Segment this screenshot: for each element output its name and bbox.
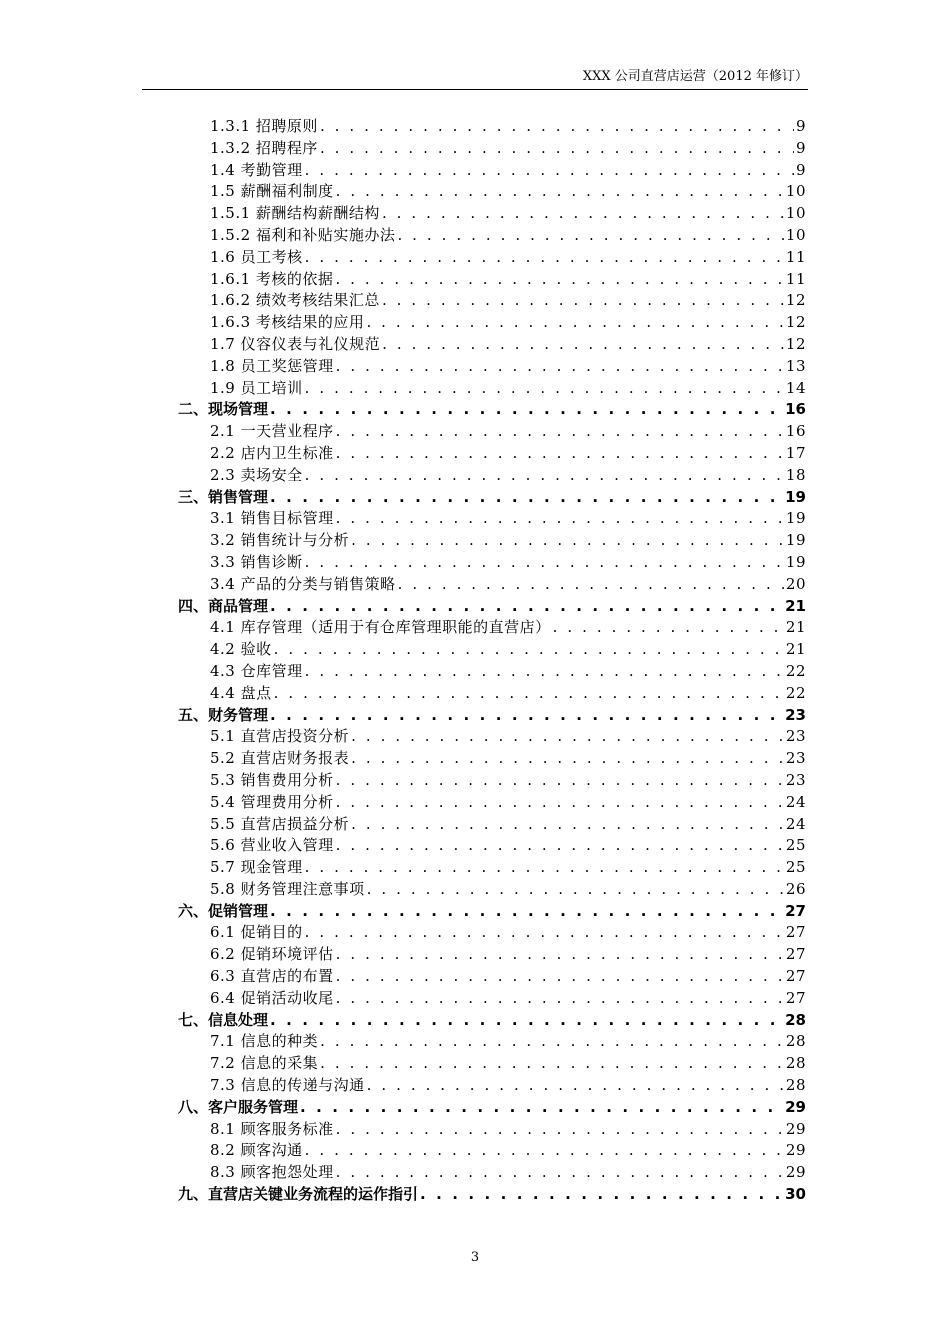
toc-dot-leader (336, 966, 784, 988)
toc-section-entry[interactable] (178, 683, 806, 705)
toc-entry-title: 1.6 员工考核 (210, 247, 303, 266)
toc-dot-leader (336, 835, 784, 857)
toc-entry-page: 29 (785, 1163, 806, 1182)
toc-section-entry[interactable] (178, 1140, 806, 1162)
toc-entry-title: 8.1 顾客服务标准 (210, 1119, 334, 1138)
toc-section-entry[interactable] (178, 421, 806, 443)
toc-entry-title: 8.3 顾客抱怨处理 (210, 1163, 334, 1182)
toc-entry-title: 5.8 财务管理注意事项 (210, 879, 365, 898)
toc-entry-page: 19 (785, 487, 806, 506)
toc-entry-title: 7.2 信息的采集 (210, 1054, 319, 1073)
toc-section-entry[interactable] (178, 290, 806, 312)
toc-section-entry[interactable] (178, 1162, 806, 1184)
toc-dot-leader (336, 508, 784, 530)
toc-dot-leader (420, 1184, 783, 1206)
toc-dot-leader (305, 922, 784, 944)
toc-chapter-entry[interactable] (178, 901, 806, 923)
toc-entry-page: 12 (785, 334, 806, 353)
toc-entry-page: 21 (785, 618, 806, 637)
toc-entry-title: 九、直营店关键业务流程的运作指引 (178, 1185, 419, 1204)
toc-entry-title: 6.2 促销环境评估 (210, 945, 334, 964)
toc-section-entry[interactable] (178, 269, 806, 291)
toc-entry-page: 19 (785, 531, 806, 550)
toc-entry-title: 八、客户服务管理 (178, 1097, 299, 1116)
toc-entry-page: 28 (785, 1032, 806, 1051)
toc-section-entry[interactable] (178, 334, 806, 356)
toc-section-entry[interactable] (178, 1053, 806, 1075)
toc-chapter-entry[interactable] (178, 1097, 806, 1119)
toc-dot-leader (336, 988, 784, 1010)
toc-entry-title: 1.6.3 考核结果的应用 (210, 313, 365, 332)
toc-section-entry[interactable] (178, 203, 806, 225)
toc-entry-page: 10 (785, 182, 806, 201)
toc-entry-page: 12 (785, 313, 806, 332)
toc-section-entry[interactable] (178, 378, 806, 400)
toc-section-entry[interactable] (178, 726, 806, 748)
toc-dot-leader (305, 465, 784, 487)
toc-entry-page: 17 (785, 443, 806, 462)
page-header (142, 70, 808, 90)
toc-dot-leader (320, 1031, 784, 1053)
toc-chapter-entry[interactable] (178, 596, 806, 618)
toc-section-entry[interactable] (178, 857, 806, 879)
toc-dot-leader (335, 269, 783, 291)
toc-entry-title: 2.1 一天营业程序 (210, 422, 334, 441)
toc-entry-page: 27 (785, 945, 806, 964)
toc-entry-title: 3.2 销售统计与分析 (210, 531, 350, 550)
toc-section-entry[interactable] (178, 508, 806, 530)
toc-dot-leader (305, 1140, 784, 1162)
toc-entry-title: 1.5.2 福利和补贴实施办法 (210, 225, 396, 244)
toc-entry-title: 1.5 薪酬福利制度 (210, 182, 334, 201)
toc-entry-page: 9 (795, 117, 806, 135)
toc-dot-leader (320, 138, 794, 160)
toc-dot-leader (351, 530, 784, 552)
toc-entry-title: 1.3.1 招聘原则 (210, 117, 318, 135)
toc-section-entry[interactable] (178, 944, 806, 966)
toc-entry-title: 5.1 直营店投资分析 (210, 727, 350, 746)
toc-dot-leader (351, 726, 784, 748)
toc-entry-page: 29 (785, 1141, 806, 1160)
toc-section-entry[interactable] (178, 814, 806, 836)
toc-entry-page: 23 (785, 770, 806, 789)
toc-dot-leader (305, 247, 784, 269)
toc-entry-page: 9 (795, 138, 806, 157)
toc-section-entry[interactable] (178, 552, 806, 574)
toc-entry-title: 1.6.1 考核的依据 (210, 269, 334, 288)
toc-dot-leader (270, 705, 783, 727)
toc-entry-title: 七、信息处理 (178, 1010, 269, 1029)
toc-section-entry[interactable] (178, 792, 806, 814)
toc-entry-title: 6.4 促销活动收尾 (210, 988, 334, 1007)
toc-section-entry[interactable] (178, 835, 806, 857)
toc-dot-leader (320, 116, 794, 138)
toc-entry-title: 3.4 产品的分类与销售策略 (210, 574, 396, 593)
toc-dot-leader (305, 552, 784, 574)
toc-section-entry[interactable] (178, 574, 806, 596)
toc-entry-title: 1.3.2 招聘程序 (210, 138, 318, 157)
toc-chapter-entry[interactable] (178, 487, 806, 509)
toc-entry-title: 2.3 卖场安全 (210, 465, 303, 484)
toc-entry-page: 10 (785, 225, 806, 244)
toc-section-entry[interactable] (178, 465, 806, 487)
toc-entry-title: 6.3 直营店的布置 (210, 967, 334, 986)
toc-dot-leader (336, 443, 784, 465)
toc-dot-leader (336, 1119, 784, 1141)
toc-entry-page: 13 (785, 356, 806, 375)
toc-entry-title: 4.1 库存管理（适用于有仓库管理职能的直营店） (210, 618, 551, 637)
toc-entry-page: 19 (785, 509, 806, 528)
toc-entry-title: 6.1 促销目的 (210, 923, 303, 942)
toc-section-entry[interactable] (178, 1031, 806, 1053)
toc-entry-page: 12 (785, 291, 806, 310)
toc-entry-page: 18 (785, 465, 806, 484)
toc-entry-page: 27 (785, 967, 806, 986)
toc-dot-leader (270, 1010, 783, 1032)
toc-entry-title: 2.2 店内卫生标准 (210, 443, 334, 462)
toc-section-entry[interactable] (178, 661, 806, 683)
toc-entry-page: 21 (785, 596, 806, 615)
toc-entry-page: 28 (785, 1010, 806, 1029)
toc-entry-page: 16 (785, 400, 806, 419)
toc-entry-title: 四、商品管理 (178, 596, 269, 615)
toc-entry-page: 24 (785, 814, 806, 833)
toc-dot-leader (367, 1075, 784, 1097)
toc-entry-title: 3.1 销售目标管理 (210, 509, 334, 528)
toc-entry-title: 1.9 员工培训 (210, 378, 303, 397)
toc-dot-leader (305, 661, 784, 683)
toc-entry-title: 4.4 盘点 (210, 683, 272, 702)
toc-section-entry[interactable] (178, 247, 806, 269)
toc-entry-page: 11 (785, 269, 806, 288)
toc-section-entry[interactable] (178, 116, 806, 138)
toc-entry-page: 11 (785, 247, 806, 266)
toc-dot-leader (336, 1162, 784, 1184)
toc-entry-page: 27 (785, 988, 806, 1007)
toc-dot-leader (366, 312, 783, 334)
toc-section-entry[interactable] (178, 181, 806, 203)
toc-entry-page: 14 (785, 378, 806, 397)
toc-entry-page: 29 (785, 1097, 806, 1116)
toc-dot-leader (270, 399, 783, 421)
toc-dot-leader (270, 596, 783, 618)
toc-dot-leader (553, 617, 784, 639)
table-of-contents (178, 116, 806, 1206)
page-number: 3 (470, 1250, 480, 1265)
toc-entry-title: 1.6.2 绩效考核结果汇总 (210, 291, 380, 310)
toc-dot-leader (336, 944, 784, 966)
toc-dot-leader (351, 814, 784, 836)
toc-dot-leader (336, 770, 784, 792)
toc-entry-title: 5.6 营业收入管理 (210, 836, 334, 855)
toc-entry-title: 5.7 现金管理 (210, 858, 303, 877)
toc-entry-page: 20 (785, 574, 806, 593)
toc-section-entry[interactable] (178, 922, 806, 944)
toc-entry-page: 23 (785, 727, 806, 746)
toc-dot-leader (382, 334, 784, 356)
toc-dot-leader (270, 487, 783, 509)
toc-entry-page: 22 (785, 683, 806, 702)
toc-section-entry[interactable] (178, 617, 806, 639)
toc-section-entry[interactable] (178, 530, 806, 552)
toc-entry-page: 29 (785, 1119, 806, 1138)
toc-section-entry[interactable] (178, 1075, 806, 1097)
toc-section-entry[interactable] (178, 770, 806, 792)
toc-section-entry[interactable] (178, 138, 806, 160)
toc-dot-leader (382, 290, 784, 312)
toc-section-entry[interactable] (178, 748, 806, 770)
toc-dot-leader (274, 639, 784, 661)
toc-dot-leader (336, 181, 784, 203)
toc-entry-page: 9 (795, 160, 806, 179)
toc-entry-page: 30 (785, 1185, 806, 1204)
toc-dot-leader (367, 879, 784, 901)
toc-entry-title: 4.3 仓库管理 (210, 661, 303, 680)
toc-entry-page: 25 (785, 836, 806, 855)
toc-entry-title: 4.2 验收 (210, 640, 272, 659)
toc-dot-leader (336, 356, 784, 378)
toc-entry-title: 三、销售管理 (178, 487, 269, 506)
toc-dot-leader (300, 1097, 783, 1119)
toc-dot-leader (305, 378, 784, 400)
toc-dot-leader (320, 1053, 784, 1075)
toc-entry-title: 5.3 销售费用分析 (210, 770, 334, 789)
toc-entry-page: 27 (785, 901, 806, 920)
toc-dot-leader (398, 574, 784, 596)
toc-dot-leader (305, 160, 794, 182)
toc-entry-title: 六、促销管理 (178, 901, 269, 920)
toc-entry-title: 5.4 管理费用分析 (210, 792, 334, 811)
toc-entry-page: 24 (785, 792, 806, 811)
toc-dot-leader (336, 792, 784, 814)
toc-entry-page: 21 (785, 640, 806, 659)
toc-entry-page: 23 (785, 705, 806, 724)
toc-dot-leader (274, 683, 784, 705)
toc-entry-page: 10 (785, 204, 806, 223)
toc-entry-page: 28 (785, 1076, 806, 1095)
toc-chapter-entry[interactable] (178, 705, 806, 727)
toc-section-entry[interactable] (178, 160, 806, 182)
toc-entry-title: 3.3 销售诊断 (210, 552, 303, 571)
toc-dot-leader (351, 748, 784, 770)
toc-entry-title: 1.5.1 薪酬结构薪酬结构 (210, 204, 380, 223)
toc-entry-page: 19 (785, 552, 806, 571)
toc-entry-title: 7.3 信息的传递与沟通 (210, 1076, 365, 1095)
toc-entry-title: 7.1 信息的种类 (210, 1032, 319, 1051)
toc-section-entry[interactable] (178, 1119, 806, 1141)
toc-entry-title: 5.2 直营店财务报表 (210, 749, 350, 768)
toc-section-entry[interactable] (178, 879, 806, 901)
toc-entry-page: 27 (785, 923, 806, 942)
toc-entry-title: 5.5 直营店损益分析 (210, 814, 350, 833)
toc-entry-page: 23 (785, 749, 806, 768)
toc-entry-page: 22 (785, 661, 806, 680)
toc-entry-title: 1.4 考勤管理 (210, 160, 303, 179)
toc-entry-title: 1.8 员工奖惩管理 (210, 356, 334, 375)
toc-entry-page: 16 (785, 422, 806, 441)
toc-section-entry[interactable] (178, 639, 806, 661)
toc-entry-title: 五、财务管理 (178, 705, 269, 724)
toc-section-entry[interactable] (178, 988, 806, 1010)
toc-chapter-entry[interactable] (178, 1184, 806, 1206)
toc-entry-page: 26 (785, 879, 806, 898)
header-title: XXX 公司直营店运营（2012 年修订） (582, 69, 808, 84)
toc-section-entry[interactable] (178, 356, 806, 378)
toc-entry-title: 8.2 顾客沟通 (210, 1141, 303, 1160)
toc-section-entry[interactable] (178, 443, 806, 465)
toc-entry-page: 28 (785, 1054, 806, 1073)
toc-dot-leader (382, 203, 784, 225)
toc-section-entry[interactable] (178, 225, 806, 247)
toc-dot-leader (305, 857, 784, 879)
toc-chapter-entry[interactable] (178, 1010, 806, 1032)
toc-dot-leader (270, 901, 783, 923)
toc-entry-page: 25 (785, 858, 806, 877)
toc-section-entry[interactable] (178, 966, 806, 988)
toc-entry-title: 二、现场管理 (178, 400, 269, 419)
toc-chapter-entry[interactable] (178, 399, 806, 421)
toc-dot-leader (336, 421, 784, 443)
toc-dot-leader (397, 225, 783, 247)
toc-section-entry[interactable] (178, 312, 806, 334)
toc-entry-title: 1.7 仪容仪表与礼仪规范 (210, 334, 381, 353)
